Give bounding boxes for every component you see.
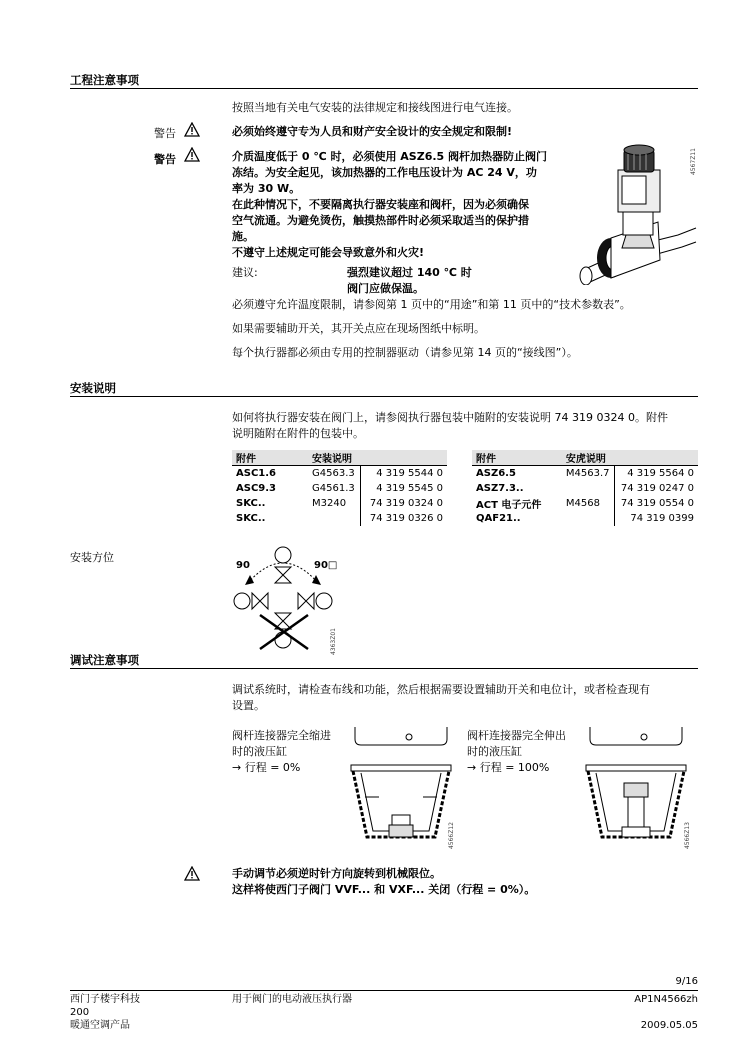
- footer-company-line: 西门子楼宇科技: [70, 994, 140, 1005]
- table-cell: G4561.3: [312, 483, 355, 494]
- angle-label-left: 90: [236, 560, 250, 571]
- table-cell: [562, 481, 614, 496]
- table-cell: 4 319 5544 0: [360, 466, 447, 482]
- table-cell: ASC9.3: [236, 483, 276, 494]
- table-cell: 74 319 0554 0: [614, 496, 698, 511]
- warning-label-1: 警告: [154, 127, 176, 140]
- table-cell: [308, 511, 360, 526]
- warning-line: 介质温度低于 0 ℃ 时，必须使用 ASZ6.5 阀杆加热器防止阀门: [232, 150, 548, 163]
- recommend-text-1: 强烈建议超过 140 ℃ 时: [347, 266, 472, 279]
- paragraph-install-2: 说明随附在附件的包装中。: [232, 427, 364, 440]
- paragraph-commissioning-2: 设置。: [232, 699, 265, 712]
- recommend-text-2: 阀门应做保温。: [347, 282, 424, 295]
- table-cell: 4 319 5564 0: [614, 466, 698, 482]
- table-cell: 74 319 0247 0: [614, 481, 698, 496]
- table-cell: [562, 511, 614, 526]
- orientation-label: 安装方位: [70, 551, 114, 564]
- table-cell: ASC1.6: [236, 468, 276, 479]
- footer-doc-title: 用于阀门的电动液压执行器: [232, 994, 352, 1005]
- table-header: 附件: [232, 450, 308, 466]
- warning-icon: [184, 147, 200, 162]
- footer-doc-number: AP1N4566zh: [634, 994, 698, 1005]
- table-row: [232, 496, 447, 511]
- warning-label-2: 警告: [154, 153, 176, 166]
- page-number: 9/16: [675, 976, 698, 987]
- table-cell: QAF21..: [476, 513, 521, 524]
- table-cell: M4568: [565, 498, 600, 509]
- footer-company-line: 200: [70, 1007, 90, 1018]
- angle-label-right: 90□: [314, 560, 338, 571]
- caption-line: → 行程 = 0%: [232, 761, 301, 774]
- table-cell: M3240: [312, 498, 347, 509]
- caption-line: 时的液压缸: [232, 745, 287, 758]
- section-rule: [70, 396, 698, 397]
- paragraph-electrical: 按照当地有关电气安装的法律规定和接线图进行电气连接。: [232, 101, 518, 114]
- cylinder-extended-illustration: [580, 727, 692, 857]
- warning-line: 不遵守上述规定可能会导致意外和火灾!: [232, 246, 425, 259]
- caption-line: 阀杆连接器完全伸出: [467, 729, 566, 742]
- caption-line: → 行程 = 100%: [467, 761, 550, 774]
- section-title-commissioning: 调试注意事项: [70, 653, 139, 667]
- warning-icon: [184, 866, 200, 881]
- table-cell: G4563.3: [312, 468, 355, 479]
- table-header-row: [472, 450, 698, 466]
- table-cell: ASZ6.5: [476, 468, 516, 479]
- table-row: [232, 466, 447, 482]
- section-title-engineering: 工程注意事项: [70, 73, 139, 87]
- caption-line: 阀杆连接器完全缩进: [232, 729, 331, 742]
- paragraph-commissioning-1: 调试系统时，请检查布线和功能，然后根据需要设置辅助开关和电位计，或者检查现有: [232, 683, 650, 696]
- table-row: [472, 481, 698, 496]
- table-row: [472, 466, 698, 482]
- table-header: [360, 450, 447, 466]
- section-rule: [70, 668, 698, 669]
- actuator-heater-illustration: [578, 140, 698, 285]
- manual-adjust-note-1: 手动调节必须逆时针方向旋转到机械限位。: [232, 867, 441, 880]
- warning-icon: [184, 122, 200, 137]
- table-cell: 4 319 5545 0: [360, 481, 447, 496]
- paragraph-install-1: 如何将执行器安装在阀门上，请参阅执行器包装中随附的安装说明 74 319 0324 0。附件: [232, 411, 668, 424]
- warning-line: 空气流通。为避免烫伤，触摸热部件时必须采取适当的保护措: [232, 214, 529, 227]
- cylinder-retracted-illustration: [345, 727, 457, 857]
- table-header: [614, 450, 698, 466]
- section-title-installation: 安装说明: [70, 381, 116, 395]
- recommend-label: 建议:: [232, 266, 258, 279]
- table-cell: SKC..: [236, 513, 266, 524]
- accessories-table-right: [472, 450, 698, 526]
- footer-company: [70, 993, 140, 1032]
- paragraph-aux-switch: 如果需要辅助开关，其开关点应在现场图纸中标明。: [232, 322, 485, 335]
- image-id: 4566Z12: [448, 822, 455, 850]
- warning-text-1: 必须始终遵守专为人员和财产安全设计的安全规定和限制!: [232, 125, 513, 138]
- table-row: [232, 511, 447, 526]
- paragraph-controller: 每个执行器都必须由专用的控制器驱动（请参见第 14 页的“接线图”）。: [232, 346, 578, 359]
- section-rule: [70, 88, 698, 89]
- warning-line: 冻结。为安全起见，该加热器的工作电压设计为 AC 24 V，功: [232, 166, 537, 179]
- table-row: [472, 496, 698, 511]
- image-id: 4363Z01: [330, 628, 337, 656]
- footer-company-line: 暖通空调产品: [70, 1020, 130, 1031]
- image-id: 4566Z13: [684, 822, 691, 850]
- table-header: 安装说明: [308, 450, 360, 466]
- caption-line: 时的液压缸: [467, 745, 522, 758]
- paragraph-temperature: 必须遵守允许温度限制，请参阅第 1 页中的“用途”和第 11 页中的“技术参数表”。: [232, 298, 631, 311]
- accessories-table-left: [232, 450, 447, 526]
- table-cell: ASZ7.3..: [476, 483, 524, 494]
- table-cell: M4563.7: [565, 468, 610, 479]
- table-row: [472, 511, 698, 526]
- warning-text-2: [232, 149, 577, 261]
- footer-date: 2009.05.05: [640, 1020, 698, 1031]
- table-cell: ACT 电子元件: [476, 500, 542, 511]
- table-header-row: [232, 450, 447, 466]
- manual-adjust-note-2: 这样将使西门子阀门 VVF... 和 VXF... 关闭（行程 = 0%）。: [232, 883, 536, 896]
- warning-line: 施。: [232, 230, 254, 243]
- image-id: 4567Z11: [690, 148, 697, 176]
- warning-line: 率为 30 W。: [232, 182, 301, 195]
- warning-line: 在此种情况下，不要隔离执行器安装座和阀杆，因为必须确保: [232, 198, 529, 211]
- footer-rule: [70, 990, 698, 991]
- caption-retracted: [232, 728, 331, 776]
- table-cell: 74 319 0326 0: [360, 511, 447, 526]
- table-header: 附件: [472, 450, 562, 466]
- table-cell: 74 319 0399: [614, 511, 698, 526]
- caption-extended: [467, 728, 566, 776]
- table-row: [232, 481, 447, 496]
- table-cell: 74 319 0324 0: [360, 496, 447, 511]
- table-cell: SKC..: [236, 498, 266, 509]
- table-header: 安虎说明: [562, 450, 614, 466]
